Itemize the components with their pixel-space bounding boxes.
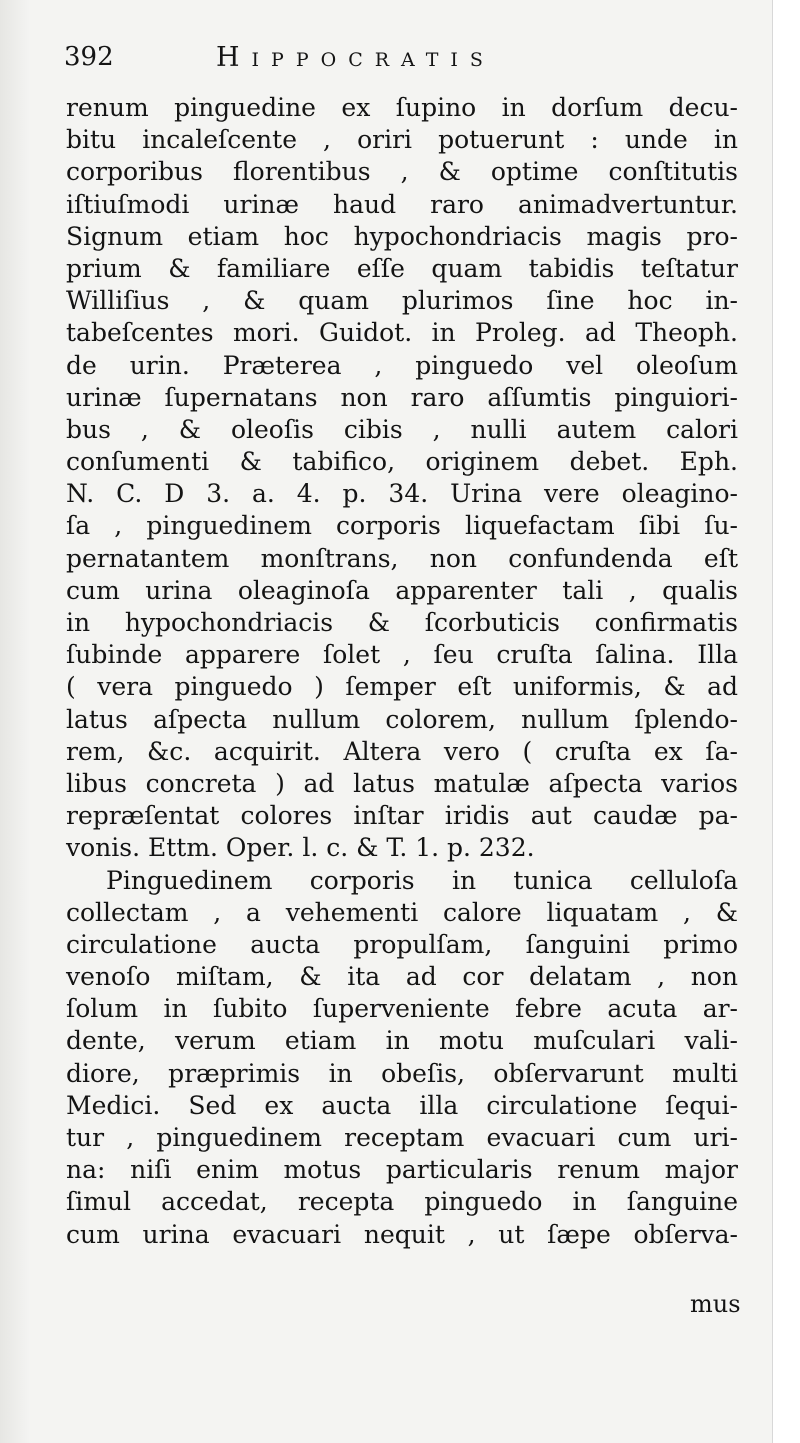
catchword: mus [690, 1290, 741, 1318]
text-line: rem, &c. acquirit. Altera vero ( cruſta ex ſa- [66, 736, 738, 766]
text-line: diore, præprimis in obeſis, obſervarunt multi [66, 1058, 738, 1088]
text-line: dente, verum etiam in motu muſculari vali- [66, 1026, 738, 1056]
running-title: Hippocratis [216, 42, 495, 73]
running-header [64, 38, 704, 78]
text-line: latus aſpecta nullum colorem, nullum ſplendo- [66, 704, 738, 734]
text-line: tur , pinguedinem receptam evacuari cum uri- [66, 1123, 738, 1152]
text-line: renum pinguedine ex ſupino in dorſum decu- [66, 93, 738, 122]
text-line: bitu incaleſcente , oriri potuerunt : unde in [66, 125, 738, 155]
body-text [66, 92, 738, 1251]
text-line: ſa , pinguedinem corporis liquefactam ſibi ſu- [66, 511, 738, 541]
text-line: repræſentat colores inſtar iridis aut caudæ pa- [66, 801, 738, 831]
text-line: corporibus florentibus , & optime conſtitutis [66, 157, 738, 187]
text-line: circulatione aucta propulſam, ſanguini primo [66, 929, 738, 959]
book-gutter-shadow [0, 0, 30, 1443]
text-line: in hypochondriacis & ſcorbuticis confirmatis [66, 608, 738, 637]
text-line: vonis. Ettm. Oper. l. c. & T. 1. p. 232. [66, 833, 535, 863]
page-edge [772, 0, 800, 1443]
text-line: N. C. D 3. a. 4. p. 34. Urina vere oleagino- [66, 479, 738, 509]
text-line: Medici. Sed ex aucta illa circulatione ſequi- [66, 1090, 738, 1120]
text-line: bus , & oleoſis cibis , nulli autem calori [66, 414, 738, 444]
text-line: urinæ ſupernatans non raro aſſumtis pinguiori- [66, 382, 738, 412]
text-line: venoſo miſtam, & ita ad cor delatam , non [66, 962, 738, 992]
page-number: 392 [64, 42, 114, 72]
text-line: cum urina evacuari nequit , ut ſæpe obſerva- [66, 1219, 738, 1249]
text-line: de urin. Præterea , pinguedo vel oleoſum [66, 350, 738, 380]
text-line: Williſius , & quam plurimos ſine hoc in- [66, 286, 738, 316]
text-line: tabeſcentes mori. Guidot. in Proleg. ad Theoph. [66, 318, 738, 348]
text-line: iſtiuſmodi urinæ haud raro animadvertuntur. [66, 189, 738, 219]
text-line: Signum etiam hoc hypochondriacis magis pro- [66, 221, 738, 251]
text-line: Pinguedinem corporis in tunica celluloſa [106, 865, 738, 895]
text-line: ſubinde apparere ſolet , ſeu cruſta ſalina. Illa [66, 640, 738, 670]
text-line: collectam , a vehementi calore liquatam , & [66, 897, 738, 927]
text-line: ſimul accedat, recepta pinguedo in ſanguine [66, 1187, 738, 1217]
text-line: prium & familiare eſſe quam tabidis teſtatur [66, 253, 738, 283]
text-line: ſolum in ſubito ſuperveniente febre acuta ar- [66, 994, 738, 1024]
text-line: cum urina oleaginoſa apparenter tali , qualis [66, 575, 738, 605]
text-line: libus concreta ) ad latus matulæ aſpecta varios [66, 768, 738, 798]
text-line: conſumenti & tabifico, originem debet. Eph. [66, 447, 738, 477]
text-line: pernatantem monſtrans, non confundenda eſt [66, 543, 738, 573]
text-line: ( vera pinguedo ) ſemper eſt uniformis, & ad [66, 672, 738, 702]
text-line: na: niſi enim motus particularis renum major [66, 1155, 738, 1185]
